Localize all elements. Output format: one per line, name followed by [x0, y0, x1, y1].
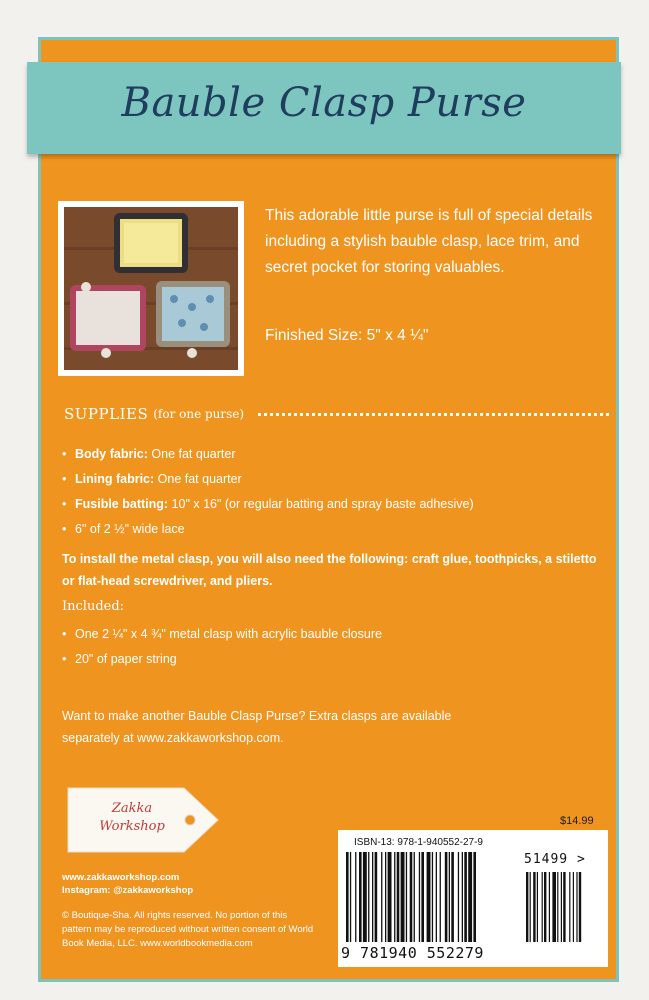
title-banner: [27, 62, 621, 154]
isbn-label: ISBN-13: 978-1-940552-27-9: [354, 837, 483, 848]
install-note: To install the metal clasp, you will also need the following: craft glue, toothpicks, a stiletto or flat-head screwdriver, and pliers.: [62, 552, 597, 588]
supplies-heading: [64, 405, 609, 423]
barcode-box: [338, 830, 608, 967]
copyright-notice: © Boutique-Sha. All rights reserved. No portion of this pattern may be reproduced without written consent of World Book Media, LLC. www.worldbookmedia.com: [62, 910, 314, 949]
list-item: • 6" of 2 ½" wide lace: [62, 520, 474, 545]
finished-size: Finished Size: 5" x 4 ¼": [265, 327, 429, 344]
product-photo: [58, 201, 244, 376]
dotted-divider: [258, 413, 609, 416]
tag-logo-text: Zakka Workshop: [99, 801, 165, 834]
list-item: • Fusible batting: 10" x 16" (or regular batting and spray baste adhesive): [62, 495, 474, 520]
price-label: $14.99: [560, 815, 594, 827]
included-heading: Included:: [62, 599, 125, 614]
web-links: [62, 871, 193, 897]
list-item: • Body fabric: One fat quarter: [62, 445, 474, 470]
barcode-number: 9 781940 552279: [341, 944, 484, 962]
instagram-handle[interactable]: Instagram: @zakkaworkshop: [62, 885, 194, 896]
list-item: • One 2 ¼" x 4 ¾" metal clasp with acrylic bauble closure: [62, 625, 382, 650]
list-item: • Lining fabric: One fat quarter: [62, 470, 474, 495]
zakka-workshop-logo-tag: [62, 784, 222, 856]
intro-text: This adorable little purse is full of special details including a stylish bauble clasp, lace trim, and secret pocket for storing valuables.: [265, 207, 593, 276]
supplies-title: SUPPLIES: [64, 405, 149, 423]
included-list: [62, 625, 382, 675]
barcode-addon-number: 51499 >: [524, 852, 586, 867]
list-item: • 20" of paper string: [62, 650, 382, 675]
page-title: Bauble Clasp Purse: [121, 80, 527, 126]
supplies-subtitle: (for one purse): [153, 407, 245, 421]
extra-clasps-note: Want to make another Bauble Clasp Purse? Extra clasps are available separately at www.zakkaworkshop.com.: [62, 709, 452, 745]
purse-photo-illustration: [64, 207, 238, 370]
supplies-list: [62, 445, 474, 545]
website-link[interactable]: www.zakkaworkshop.com: [62, 872, 180, 883]
